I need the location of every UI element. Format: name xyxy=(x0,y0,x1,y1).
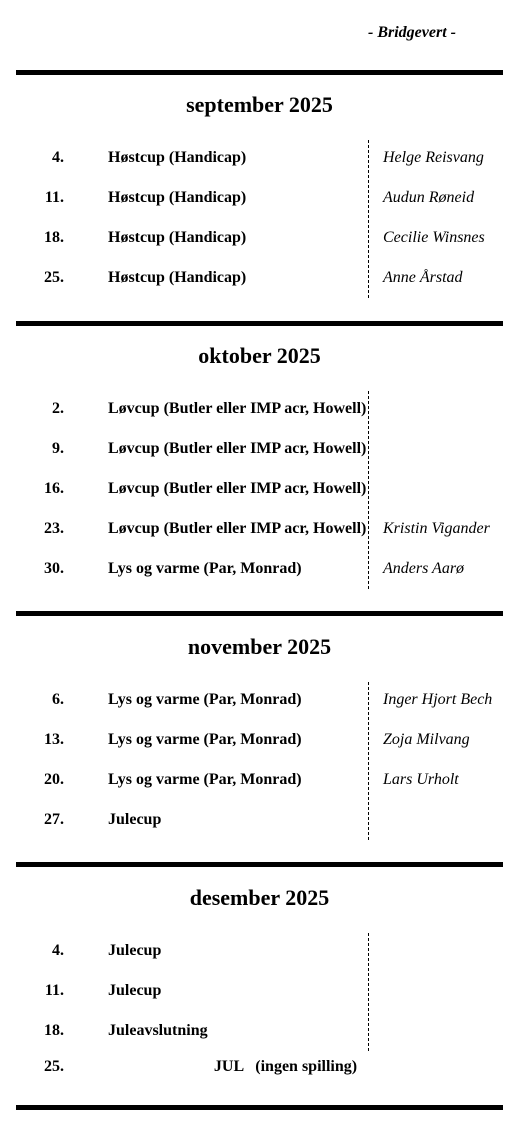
schedule-row xyxy=(0,398,532,420)
section-divider xyxy=(16,611,503,616)
row-event: Lys og varme (Par, Monrad) xyxy=(108,731,302,748)
row-date: 9. xyxy=(52,440,64,457)
schedule-row xyxy=(0,147,532,169)
row-host: Audun Røneid xyxy=(383,189,475,206)
row-date: 18. xyxy=(44,229,64,246)
row-date: 25. xyxy=(44,1058,64,1075)
row-date: 11. xyxy=(44,189,64,206)
row-event: Høstcup (Handicap) xyxy=(108,269,247,286)
row-event: Lys og varme (Par, Monrad) xyxy=(108,560,302,577)
row-date: 4. xyxy=(52,149,64,166)
row-event: Løvcup (Butler eller IMP acr, Howell) xyxy=(108,480,367,497)
section-divider xyxy=(16,321,503,326)
schedule-row xyxy=(0,729,532,751)
row-host: Cecilie Winsnes xyxy=(383,229,485,246)
row-event: Løvcup (Butler eller IMP acr, Howell) xyxy=(108,440,367,457)
schedule-row xyxy=(0,980,532,1002)
row-event: Lys og varme (Par, Monrad) xyxy=(108,771,302,788)
row-date: 6. xyxy=(52,691,64,708)
schedule-row xyxy=(0,1020,532,1042)
section-divider xyxy=(16,70,503,75)
schedule-row xyxy=(0,1056,532,1078)
schedule-row xyxy=(0,438,532,460)
row-event: Høstcup (Handicap) xyxy=(108,189,247,206)
schedule-row xyxy=(0,227,532,249)
row-event: Høstcup (Handicap) xyxy=(108,149,247,166)
row-event-holiday: JUL (ingen spilling) xyxy=(213,1058,358,1075)
schedule-row xyxy=(0,689,532,711)
row-date: 30. xyxy=(44,560,64,577)
schedule-row xyxy=(0,187,532,209)
row-host: Lars Urholt xyxy=(383,771,459,788)
row-host: Helge Reisvang xyxy=(383,149,484,166)
row-event: Løvcup (Butler eller IMP acr, Howell) xyxy=(108,400,367,417)
month-heading-november: november 2025 xyxy=(187,634,332,659)
row-event: Løvcup (Butler eller IMP acr, Howell) xyxy=(108,520,367,537)
row-host: Anne Årstad xyxy=(383,269,463,286)
row-date: 11. xyxy=(44,982,64,999)
schedule-row xyxy=(0,267,532,289)
row-date: 13. xyxy=(44,731,64,748)
row-event: Julecup xyxy=(108,811,162,828)
month-heading-october: oktober 2025 xyxy=(198,343,321,368)
row-event: Julecup xyxy=(108,942,162,959)
row-date: 18. xyxy=(44,1022,64,1039)
row-date: 23. xyxy=(44,520,64,537)
row-date: 16. xyxy=(44,480,64,497)
row-event: Høstcup (Handicap) xyxy=(108,229,247,246)
row-host: Inger Hjort Bech xyxy=(383,691,493,708)
row-date: 25. xyxy=(44,269,64,286)
row-date: 20. xyxy=(44,771,64,788)
schedule-row xyxy=(0,478,532,500)
row-date: 2. xyxy=(52,400,64,417)
month-heading-december: desember 2025 xyxy=(189,885,330,910)
schedule-row xyxy=(0,558,532,580)
month-heading-september: september 2025 xyxy=(186,92,333,117)
row-host: Anders Aarø xyxy=(383,560,465,577)
row-event: Julecup xyxy=(108,982,162,999)
row-date: 27. xyxy=(44,811,64,828)
section-divider xyxy=(16,1105,503,1110)
row-host: Zoja Milvang xyxy=(383,731,470,748)
row-date: 4. xyxy=(52,942,64,959)
schedule-row xyxy=(0,809,532,831)
section-divider xyxy=(16,862,503,867)
row-host: Kristin Vigander xyxy=(383,520,490,537)
schedule-row xyxy=(0,940,532,962)
row-event: Juleavslutning xyxy=(108,1022,208,1039)
host-column-heading: - Bridgevert - xyxy=(368,24,456,41)
schedule-row xyxy=(0,769,532,791)
schedule-row xyxy=(0,518,532,540)
row-event: Lys og varme (Par, Monrad) xyxy=(108,691,302,708)
